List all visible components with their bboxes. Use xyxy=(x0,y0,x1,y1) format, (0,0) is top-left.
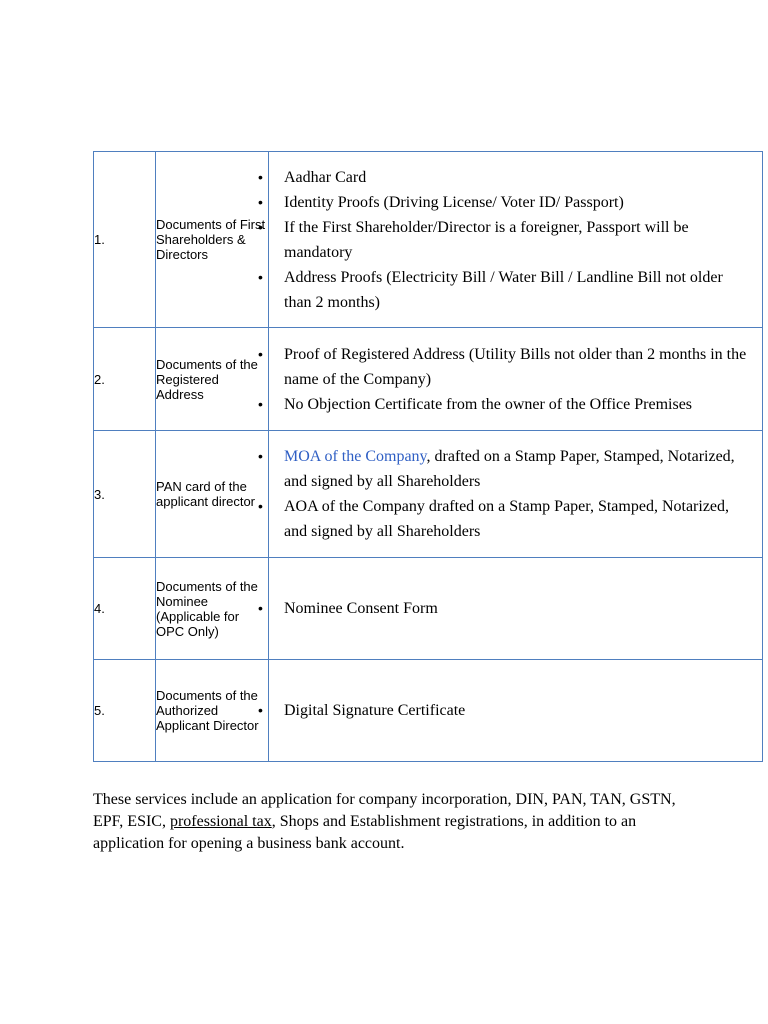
moa-item-text: , drafted on a Stamp Paper, Stamped, Notarized, and signed by all Shareholders xyxy=(284,448,735,490)
row-number: 1. xyxy=(94,152,156,328)
services-paragraph xyxy=(93,789,693,855)
row-number: 5. xyxy=(94,660,156,762)
row-label: Documents of the Nominee (Applicable for OPC Only) xyxy=(156,558,269,660)
row-label: Documents of the Registered Address xyxy=(156,328,269,431)
list-item xyxy=(269,444,762,494)
paragraph-text: , Shops and Establishment registrations, in addition to an application for opening a business bank account. xyxy=(93,813,637,852)
list-item: • If the First Shareholder/Director is a foreigner, Passport will be mandatory xyxy=(269,215,762,265)
moa-link[interactable]: MOA of the Company xyxy=(284,448,427,465)
row-number: 3. xyxy=(94,431,156,558)
list-item: • Identity Proofs (Driving License/ Voter ID/ Passport) xyxy=(269,190,762,215)
row-items xyxy=(269,152,763,328)
documents-table xyxy=(93,151,763,762)
row-label: Documents of First Shareholders & Directors xyxy=(156,152,269,328)
list-item: • Digital Signature Certificate xyxy=(269,698,762,723)
row-items xyxy=(269,431,763,558)
list-item: • Address Proofs (Electricity Bill / Water Bill / Landline Bill not older than 2 months) xyxy=(269,265,762,315)
paragraph-text: These services include an application for company incorporation, DIN, PAN, TAN, GSTN, EPF, ESIC, xyxy=(93,791,676,830)
list-item: • AOA of the Company drafted on a Stamp Paper, Stamped, Notarized, and signed by all Shareholders xyxy=(269,494,762,544)
table-row xyxy=(94,558,763,660)
table-row xyxy=(94,431,763,558)
row-label: PAN card of the applicant director xyxy=(156,431,269,558)
row-label: Documents of the Authorized Applicant Director xyxy=(156,660,269,762)
professional-tax-link[interactable]: professional tax xyxy=(169,813,272,830)
row-items xyxy=(269,660,763,762)
row-number: 2. xyxy=(94,328,156,431)
row-items xyxy=(269,328,763,431)
row-number: 4. xyxy=(94,558,156,660)
list-item: • No Objection Certificate from the owner of the Office Premises xyxy=(269,392,762,417)
list-item: • Nominee Consent Form xyxy=(269,596,762,621)
table-row xyxy=(94,660,763,762)
list-item: • Aadhar Card xyxy=(269,165,762,190)
table-row xyxy=(94,152,763,328)
table-row xyxy=(94,328,763,431)
row-items xyxy=(269,558,763,660)
list-item: • Proof of Registered Address (Utility Bills not older than 2 months in the name of the Company) xyxy=(269,342,762,392)
